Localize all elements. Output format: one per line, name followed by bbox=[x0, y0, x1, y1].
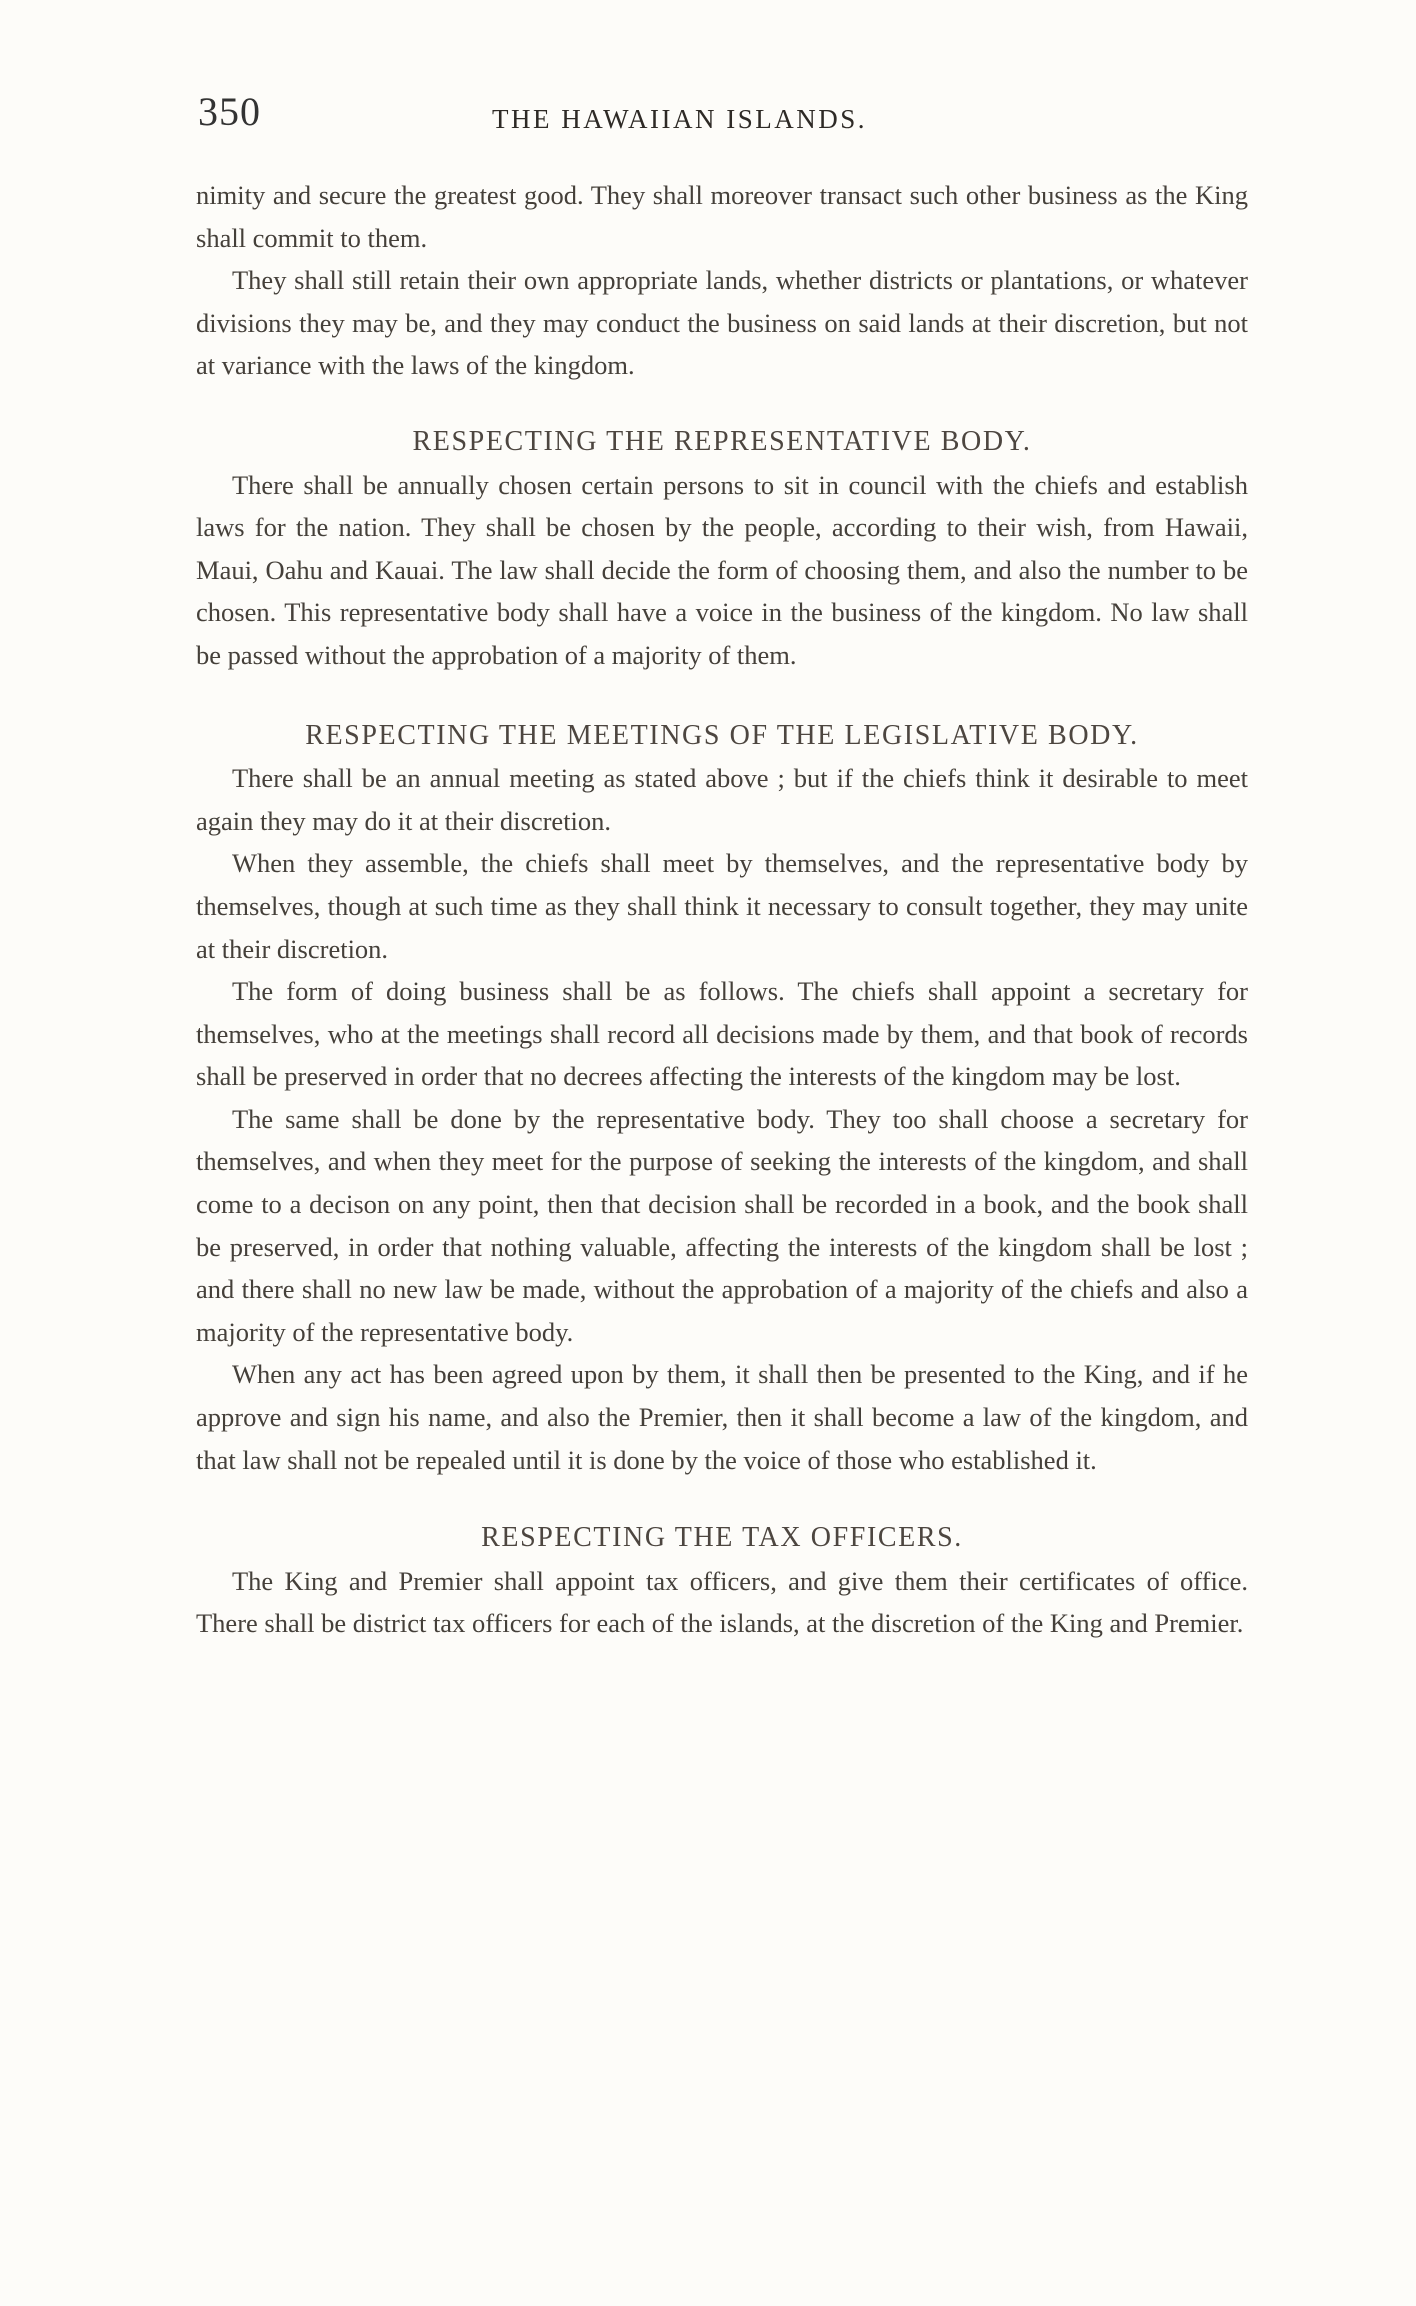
paragraph: There shall be annually chosen certain persons to sit in council with the chiefs and establish laws for the nation. They shall be chosen by the people, according to their wish, from Hawaii, Maui, Oahu and Kauai. The law shall decide the form of choosing them, and also the number to be chosen. This representative body shall have a voice in the business of the kingdom. No law shall be passed without the approbation of a majority of them. bbox=[196, 469, 1248, 670]
paragraph: They shall still retain their own appropriate lands, whether districts or plantations, or whatever divisions they may be, and they may conduct the business on said lands at their discretion, but not at variance with the laws of the kingdom. bbox=[196, 265, 1248, 381]
page-header bbox=[198, 88, 1248, 148]
paragraph: nimity and secure the greatest good. They shall moreover transact such other business as the King shall commit to them. bbox=[196, 180, 1248, 253]
section-heading: RESPECTING THE REPRESENTATIVE BODY. bbox=[412, 425, 1032, 457]
section-tax-officers bbox=[196, 1481, 1248, 1560]
section-legislative-meetings bbox=[196, 677, 1248, 758]
paragraph: The form of doing business shall be as follows. The chiefs shall appoint a secretary for themselves, who at the meetings shall record all decisions made by them, and that book of records shall be preserved in order that no decrees affecting the interests of the kingdom may be lost. bbox=[196, 976, 1248, 1092]
paragraph: The same shall be done by the representative body. They too shall choose a secretary for themselves, and when they meet for the purpose of seeking the interests of the kingdom, and shall come to a decison on any point, then that decision shall be recorded in a book, and the book shall be preserved, in order that nothing valuable, affecting the interests of the kingdom shall be lost ; and there shall no new law be made, without the approbation of a majority of the chiefs and also a majority of the representative body. bbox=[196, 1103, 1248, 1347]
running-head: THE HAWAIIAN ISLANDS. bbox=[492, 104, 868, 134]
paragraph: When any act has been agreed upon by them, it shall then be presented to the King, and if he approve and sign his name, and also the Premier, then it shall become a law of the kingdom, and that law shall not be repealed until it is done by the voice of those who established it. bbox=[196, 1359, 1248, 1475]
section-heading: RESPECTING THE TAX OFFICERS. bbox=[481, 1522, 963, 1554]
paragraph: There shall be an annual meeting as stated above ; but if the chiefs think it desirable to meet again they may do it at their discretion. bbox=[196, 763, 1248, 836]
section-heading: RESPECTING THE MEETINGS OF THE LEGISLATIVE BODY. bbox=[305, 719, 1139, 751]
section-representative-body bbox=[196, 387, 1248, 464]
page-number: 350 bbox=[198, 89, 261, 134]
paragraph: When they assemble, the chiefs shall meet by themselves, and the representative body by themselves, though at such time as they shall think it necessary to consult together, they may unite at their discretion. bbox=[196, 848, 1248, 964]
page-body bbox=[196, 174, 1248, 1645]
paragraph: The King and Premier shall appoint tax officers, and give them their certificates of office. There shall be district tax officers for each of the islands, at the discretion of the King and Premier. bbox=[196, 1565, 1248, 1639]
